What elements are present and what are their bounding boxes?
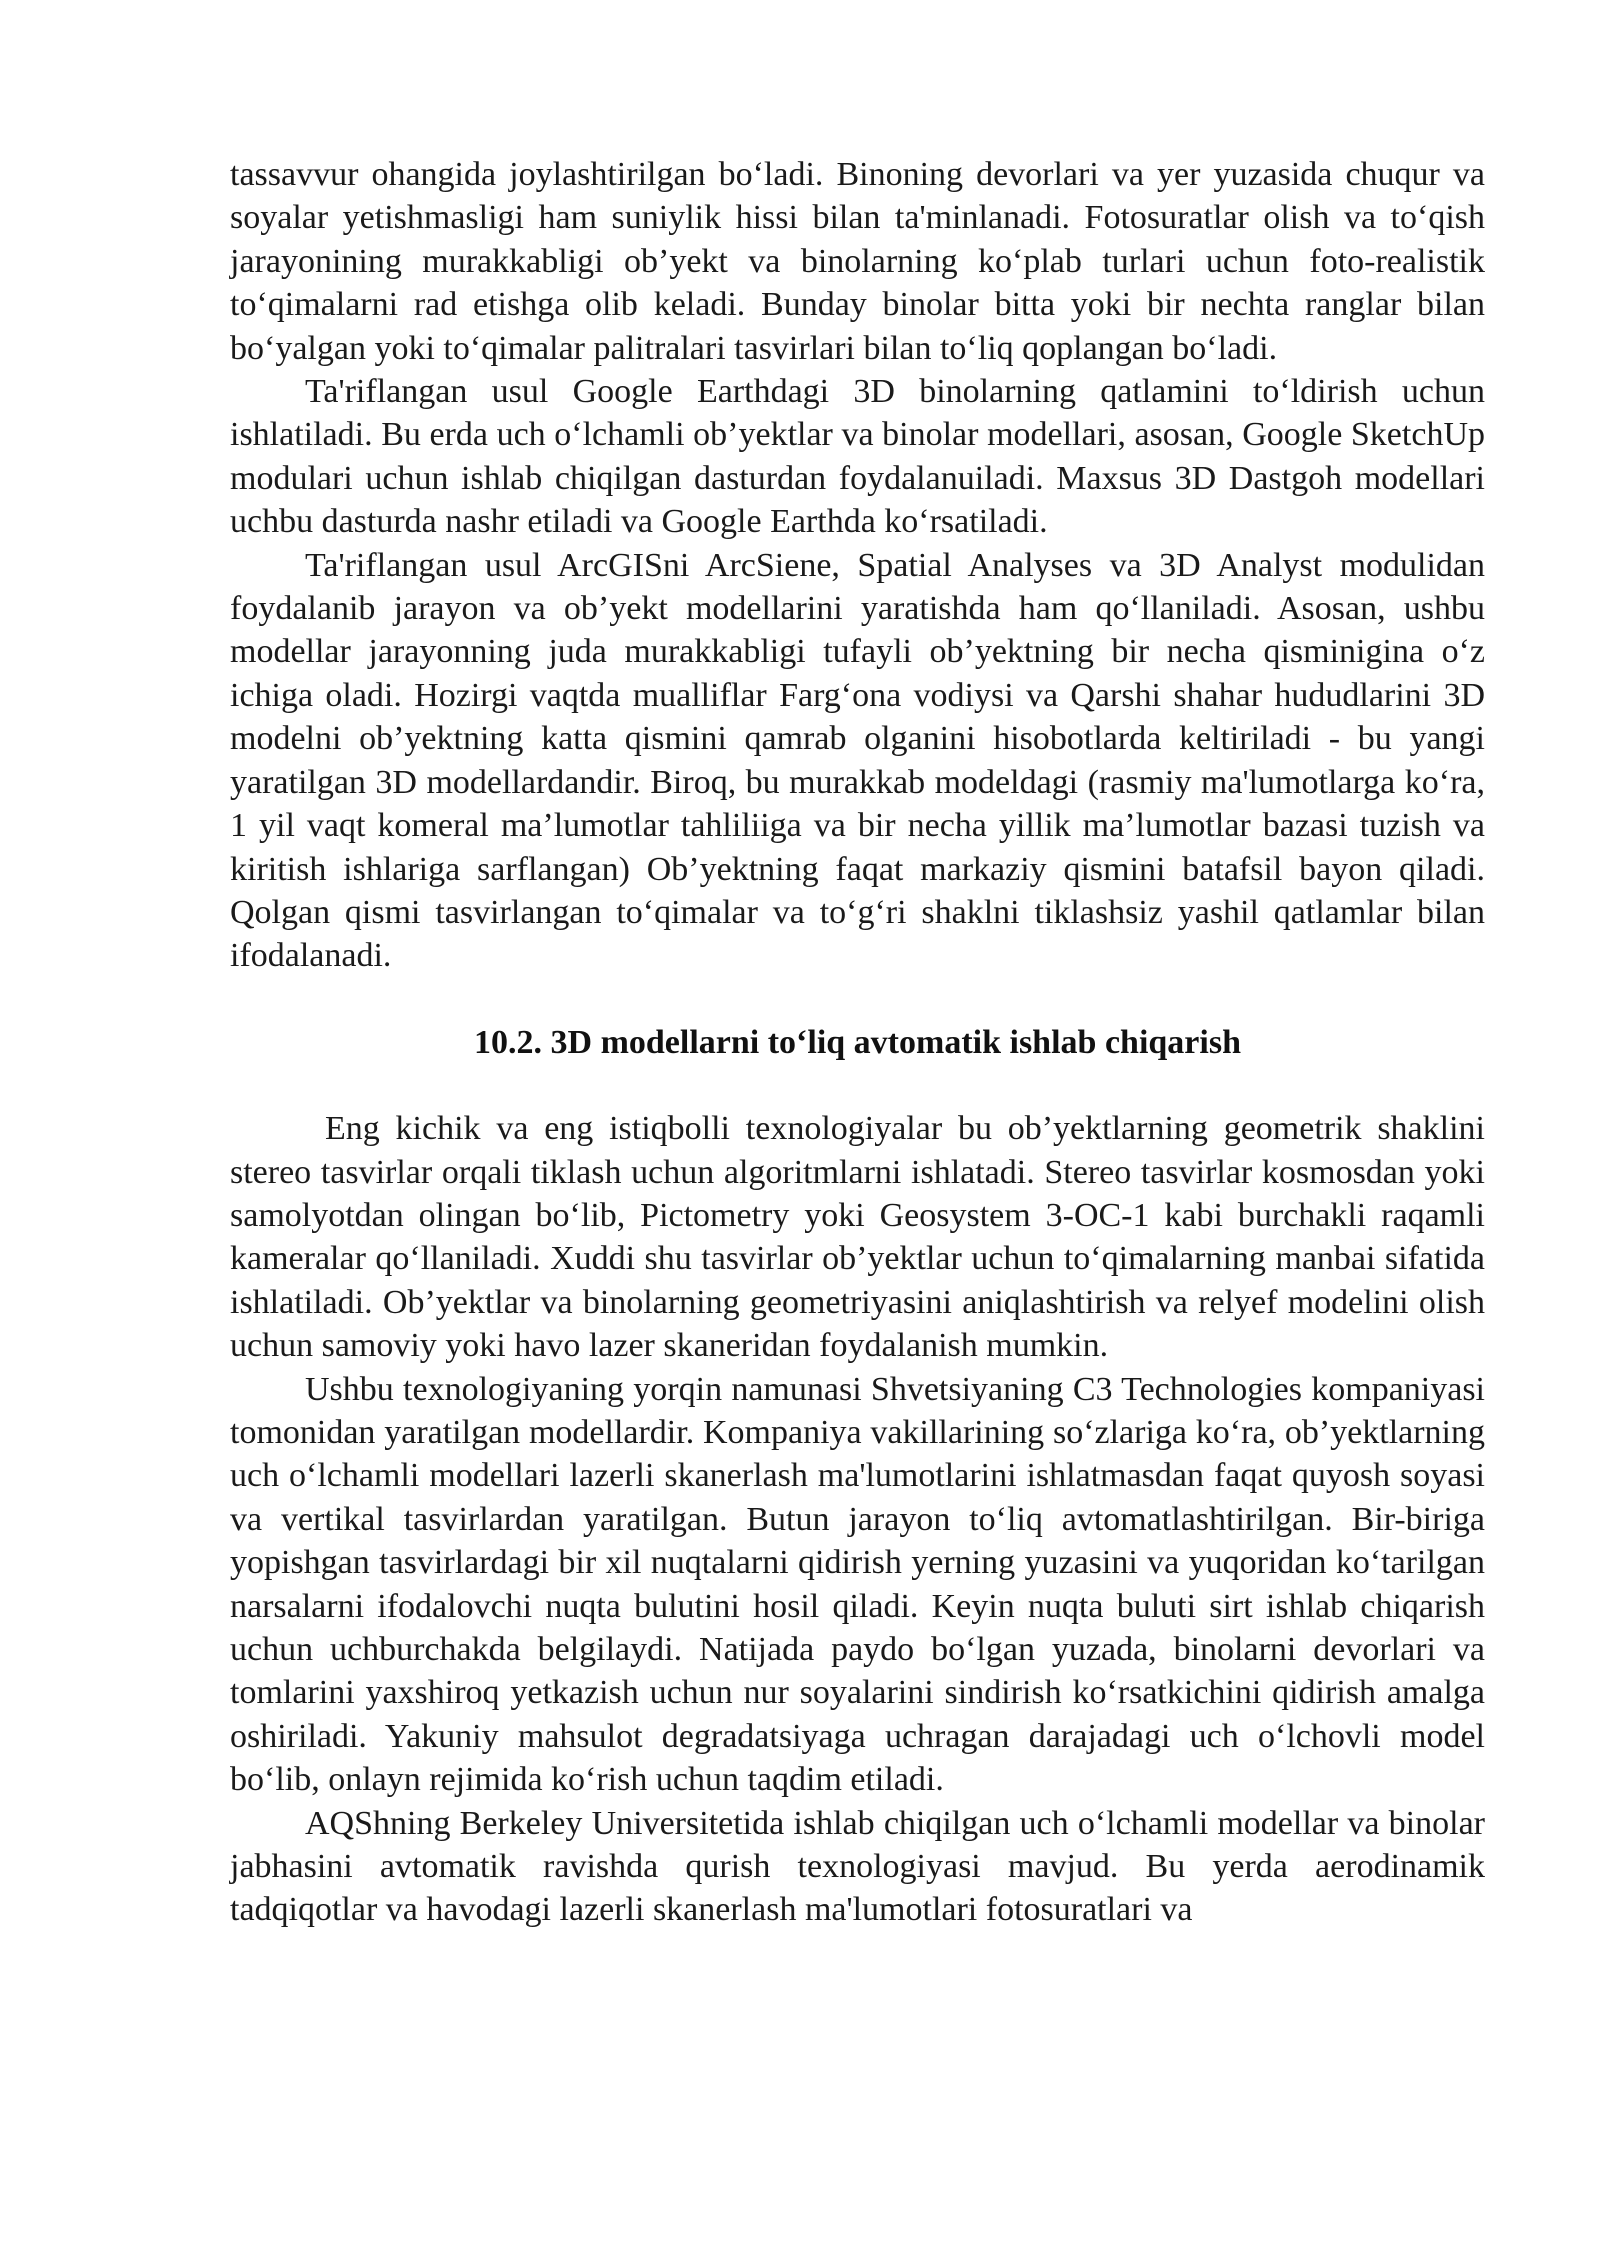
paragraph-google-earth: Ta'riflangan usul Google Earthdagi 3D binolarning qatlamini to‘ldirish uchun ishlatiladi. Bu erda uch o‘lchamli ob’yektlar va binolar modellari, asosan, Google SketchUp modulari uchun ishlab chiqilgan dasturdan foydalanuiladi. Maxsus 3D Dastgoh modellari uchbu dasturda nashr etiladi va Google Earthda ko‘rsatiladi. bbox=[230, 373, 1485, 541]
paragraph-berkeley: AQShning Berkeley Universitetida ishlab chiqilgan uch o‘lchamli modellar va binolar jabhasini avtomatik ravishda qurish texnologiyasi mavjud. Bu yerda aerodinamik tadqiqotlar va havodagi lazerli skanerlash ma'lumotlari fotosuratlari va bbox=[230, 1804, 1485, 1929]
page-content bbox=[230, 153, 1485, 1932]
section-heading: 10.2. 3D modellarni to‘liq avtomatik ishlab chiqarish bbox=[474, 1023, 1241, 1061]
paragraph-c3-technologies: Ushbu texnologiyaning yorqin namunasi Shvetsiyaning C3 Technologies kompaniyasi tomonidan yaratilgan modellardir. Kompaniya vakillarining so‘zlariga ko‘ra, ob’yektlarning uch o‘lchamli modellari lazerli skanerlash ma'lumotlarini ishlatmasdan faqat quyosh soyasi va vertikal tasvirlardan yaratilgan. Butun jarayon to‘liq avtomatlashtirilgan. Bir-biriga yopishgan tasvirlardagi bir xil nuqtalarni qidirish yerning yuzasini va yuqoridan ko‘tarilgan narsalarni ifodalovchi nuqta bulutini hosil qiladi. Keyin nuqta buluti sirt ishlab chiqarish uchun uchburchakda belgilaydi. Natijada paydo bo‘lgan yuzada, binolarni devorlari va tomlarini yaxshiroq yetkazish uchun nur soyalarini sindirish ko‘rsatkichini qidirish amalga oshiriladi. Yakuniy mahsulot degradatsiyaga uchragan darajadagi uch o‘lchovli model bo‘lib, onlayn rejimida ko‘rish uchun taqdim etiladi. bbox=[230, 1370, 1485, 1799]
paragraph-continuation: tassavvur ohangida joylashtirilgan bo‘ladi. Binoning devorlari va yer yuzasida chuqur va soyalar yetishmasligi ham suniylik hissi bilan ta'minlanadi. Fotosuratlar olish va to‘qish jarayonining murakkabligi ob’yekt va binolarning ko‘plab turlari uchun foto-realistik to‘qimalarni rad etishga olib keladi. Bunday binolar bitta yoki bir nechta ranglar bilan bo‘yalgan yoki to‘qimalar palitralari tasvirlari bilan to‘liq qoplangan bo‘ladi. bbox=[230, 156, 1485, 367]
paragraph-arcgis: Ta'riflangan usul ArcGISni ArcSiene, Spatial Analyses va 3D Analyst modulidan foydalanib jarayon va ob’yekt modellarini yaratishda ham qo‘llaniladi. Asosan, ushbu modellar jarayonning juda murakkabligi tufayli ob’yektning bir necha qisminigina o‘z ichiga oladi. Hozirgi vaqtda mualliflar Farg‘ona vodiysi va Qarshi shahar hududlarini 3D modelni ob’yektning katta qismini qamrab olganini hisobotlarda keltiriladi - bu yangi yaratilgan 3D modellardandir. Biroq, bu murakkab modeldagi (rasmiy ma'lumotlarga ko‘ra, 1 yil vaqt komeral ma’lumotlar tahliliiga va bir necha yillik ma’lumotlar bazasi tuzish va kiritish ishlariga sarflangan) Ob’yektning faqat markaziy qismini batafsil bayon qiladi. Qolgan qismi tasvirlangan to‘qimalar va to‘g‘ri shaklni tiklashsiz yashil qatlamlar bilan ifodalanadi. bbox=[230, 546, 1485, 975]
paragraph-stereo-images: Eng kichik va eng istiqbolli texnologiyalar bu ob’yektlarning geometrik shaklini stereo tasvirlar orqali tiklash uchun algoritmlarni ishlatadi. Stereo tasvirlar kosmosdan yoki samolyotdan olingan bo‘lib, Pictometry yoki Geosystem 3-OC-1 kabi burchakli raqamli kameralar qo‘llaniladi. Xuddi shu tasvirlar ob’yektlar uchun to‘qimalarning manbai sifatida ishlatiladi. Ob’yektlar va binolarning geometriyasini aniqlashtirish va relyef modelini olish uchun samoviy yoki havo lazer skaneridan foydalanish mumkin. bbox=[230, 1110, 1485, 1365]
